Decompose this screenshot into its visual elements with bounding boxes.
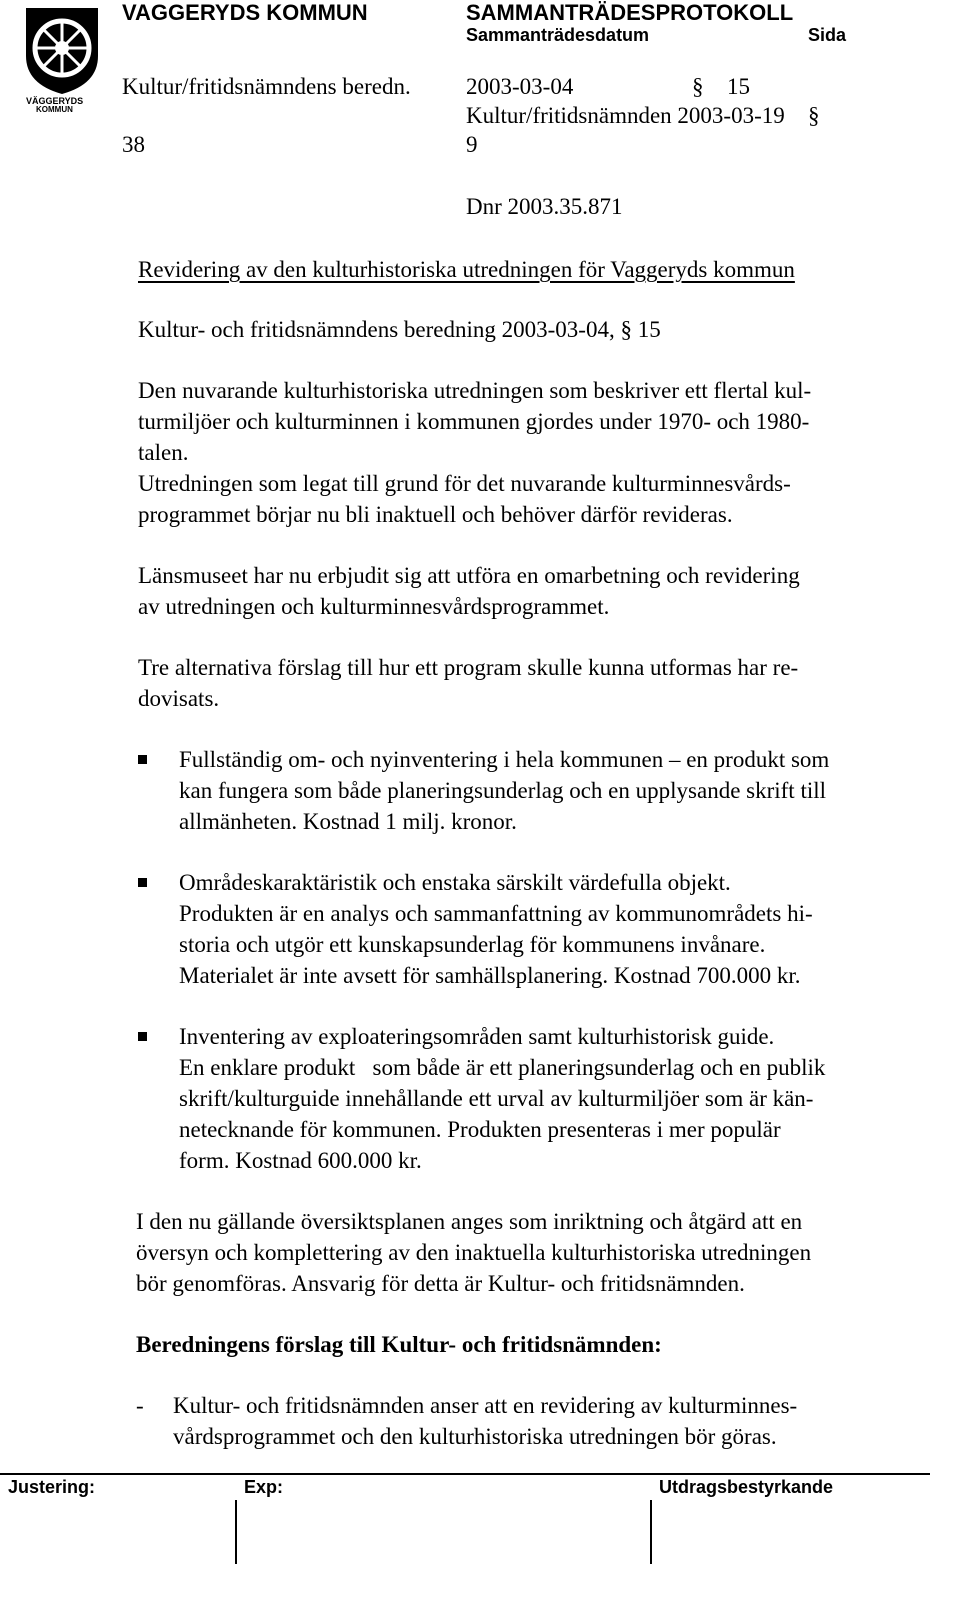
- footer-column-divider: [650, 1500, 652, 1564]
- footer-exp-label: Exp:: [244, 1477, 284, 1497]
- bullet-square-icon: [138, 1032, 147, 1041]
- text-line: form. Kostnad 600.000 kr.: [179, 1148, 422, 1173]
- document-subtitle: Kultur- och fritidsnämndens beredning 2003-03-04, § 15: [138, 317, 661, 342]
- text-line: Inventering av exploateringsområden samt kulturhistorisk guide.: [179, 1024, 775, 1049]
- text-line: En enklare produkt som både är ett planeringsunderlag och en publik: [179, 1055, 826, 1080]
- text-line: Utredningen som legat till grund för det nuvarande kulturminnesvårds-: [138, 471, 791, 496]
- text-line: Den nuvarande kulturhistoriska utredningen som beskriver ett flertal kul-: [138, 378, 812, 403]
- text-line: dovisats.: [138, 686, 220, 711]
- footer-divider: [0, 1473, 930, 1475]
- text-line: I den nu gällande översiktsplanen anges som inriktning och åtgärd att en: [136, 1209, 803, 1234]
- bullet-square-icon: [138, 755, 147, 764]
- page-number: 38: [122, 132, 145, 157]
- meeting-date-1: 2003-03-04: [466, 74, 574, 99]
- text-line: Kultur- och fritidsnämnden anser att en revidering av kulturminnes-: [173, 1393, 798, 1418]
- footer-justering-label: Justering:: [8, 1477, 96, 1497]
- coat-of-arms-icon: [22, 4, 102, 96]
- text-line: turmiljöer och kulturminnen i kommunen gjordes under 1970- och 1980-: [138, 409, 810, 434]
- text-line: kan fungera som både planeringsunderlag och en upplysande skrift till: [179, 778, 827, 803]
- paragraph-number-1: 15: [727, 74, 750, 99]
- text-line: översyn och komplettering av den inaktuella kulturhistoriska utredningen: [136, 1240, 812, 1265]
- page-label: Sida: [808, 25, 847, 45]
- dash-marker: -: [136, 1393, 144, 1418]
- logo-line-2: KOMMUN: [36, 105, 73, 114]
- meeting-body-2: Kultur/fritidsnämnden 2003-03-19: [466, 103, 785, 128]
- paragraph-sign-2: §: [808, 103, 820, 128]
- text-line: talen.: [138, 440, 189, 465]
- text-line: Produkten är en analys och sammanfattning av kommunområdets hi-: [179, 901, 813, 926]
- paragraph-sign-1: §: [692, 74, 704, 99]
- text-line: netecknande för kommunen. Produkten presenteras i mer populär: [179, 1117, 781, 1142]
- footer-utdrag-label: Utdragsbestyrkande: [659, 1477, 834, 1497]
- date-label: Sammanträdesdatum: [466, 25, 650, 45]
- text-line: storia och utgör ett kunskapsunderlag för kommunens invånare.: [179, 932, 766, 957]
- text-line: vårdsprogrammet och den kulturhistoriska utredningen bör göras.: [173, 1424, 777, 1449]
- text-line: allmänheten. Kostnad 1 milj. kronor.: [179, 809, 517, 834]
- municipality-logo: [22, 4, 102, 112]
- doc-type: SAMMANTRÄDESPROTOKOLL: [466, 0, 794, 25]
- bullet-square-icon: [138, 878, 147, 887]
- text-line: Materialet är inte avsett för samhällsplanering. Kostnad 700.000 kr.: [179, 963, 801, 988]
- text-line: Fullständig om- och nyinventering i hela kommunen – en produkt som: [179, 747, 830, 772]
- footer-column-divider: [235, 1500, 237, 1564]
- text-line: Områdeskaraktäristik och enstaka särskilt värdefulla objekt.: [179, 870, 731, 895]
- text-line: skrift/kulturguide innehållande ett urval av kulturmiljöer som är kän-: [179, 1086, 814, 1111]
- text-line: bör genomföras. Ansvarig för detta är Kultur- och fritidsnämnden.: [136, 1271, 745, 1296]
- text-line: Tre alternativa förslag till hur ett program skulle kunna utformas har re-: [138, 655, 799, 680]
- proposal-heading: Beredningens förslag till Kultur- och fritidsnämnden:: [136, 1332, 662, 1357]
- text-line: programmet börjar nu bli inaktuell och behöver därför revideras.: [138, 502, 733, 527]
- document-title: Revidering av den kulturhistoriska utredningen för Vaggeryds kommun: [138, 257, 795, 282]
- text-line: av utredningen och kulturminnesvårdsprogrammet.: [138, 594, 610, 619]
- meeting-body-1: Kultur/fritidsnämndens beredn.: [122, 74, 411, 99]
- text-line: Länsmuseet har nu erbjudit sig att utföra en omarbetning och revidering: [138, 563, 800, 588]
- diary-number: Dnr 2003.35.871: [466, 194, 623, 219]
- paragraph-number-2: 9: [466, 132, 478, 157]
- logo-line-1: VÄGGERYDS: [26, 96, 84, 106]
- org-name: VAGGERYDS KOMMUN: [122, 0, 368, 25]
